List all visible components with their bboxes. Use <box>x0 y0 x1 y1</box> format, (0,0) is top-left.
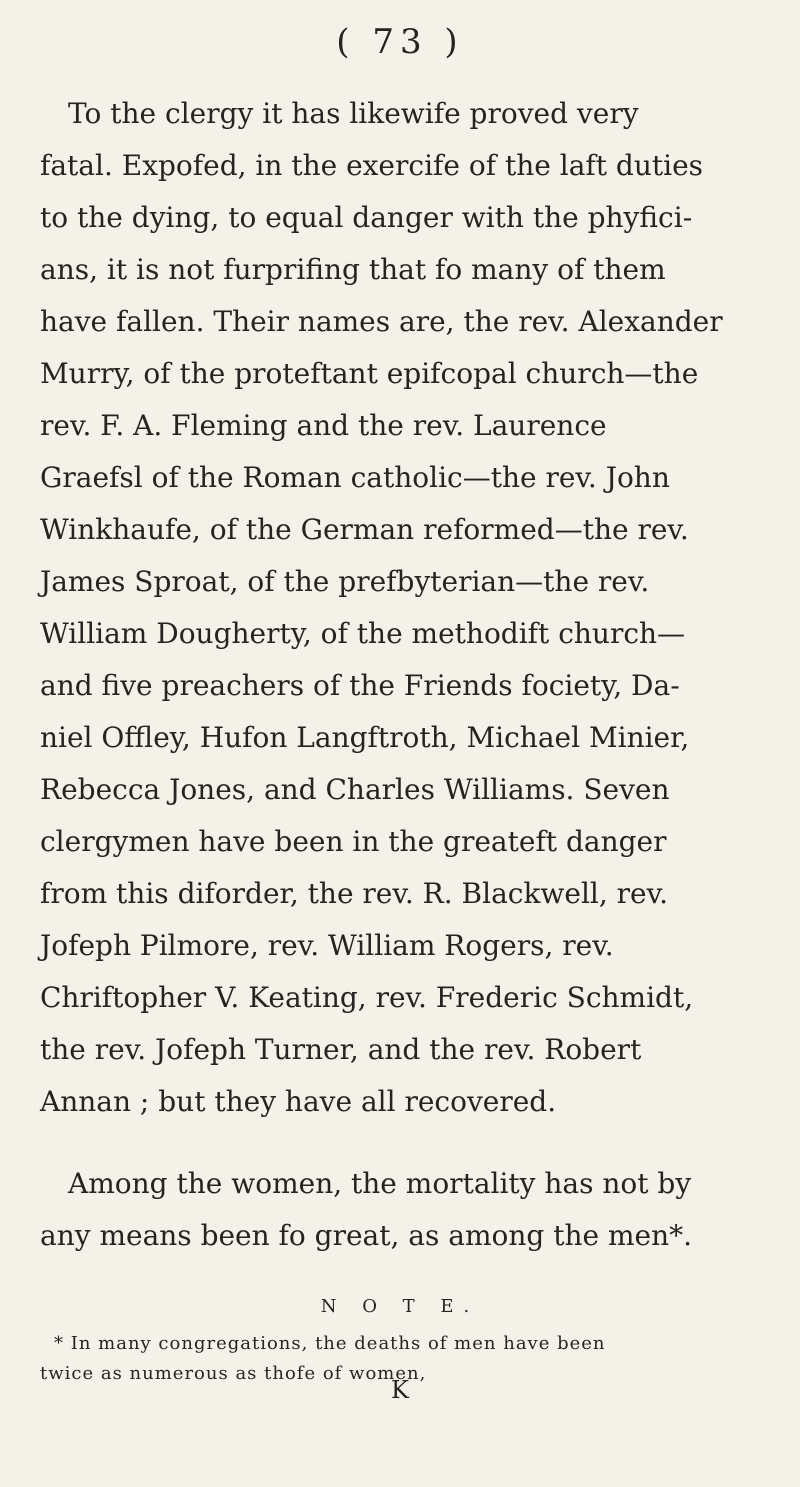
text-line: to the dying, to equal danger with the phyfici- <box>40 201 693 234</box>
text-line: Graefsl of the Roman catholic—the rev. John <box>40 461 670 494</box>
text-line: Jofeph Pilmore, rev. William Rogers, rev. <box>40 929 614 962</box>
text-line: have fallen. Their names are, the rev. Alexander <box>40 305 723 338</box>
text-line: niel Offley, Hufon Langftroth, Michael Minier, <box>40 721 690 754</box>
page-number: ( 73 ) <box>336 22 464 62</box>
footnote-line: twice as numerous as thofe of women, <box>40 1363 427 1384</box>
text-line: the rev. Jofeph Turner, and the rev. Robert <box>40 1033 642 1066</box>
text-line: any means been fo great, as among the men*. <box>40 1219 693 1252</box>
signature-mark: K <box>391 1376 409 1404</box>
footnote-line: * In many congregations, the deaths of men have been <box>54 1333 606 1354</box>
note-heading: N O T E. <box>320 1296 480 1317</box>
text-line: Among the women, the mortality has not by <box>68 1167 692 1200</box>
text-line: ans, it is not furprifing that fo many of them <box>40 253 666 286</box>
text-line: Murry, of the proteftant epifcopal church—the <box>40 357 699 390</box>
text-line: To the clergy it has likewife proved very <box>68 97 639 130</box>
text-line: rev. F. A. Fleming and the rev. Laurence <box>40 409 607 442</box>
text-line: Annan ; but they have all recovered. <box>40 1085 557 1118</box>
text-line: James Sproat, of the prefbyterian—the rev. <box>40 565 650 598</box>
text-line: Winkhaufe, of the German reformed—the rev. <box>40 513 689 546</box>
text-line: Chriftopher V. Keating, rev. Frederic Schmidt, <box>40 981 694 1014</box>
text-line: William Dougherty, of the methodift church— <box>40 617 686 650</box>
text-line: clergymen have been in the greateft danger <box>40 825 667 858</box>
text-line: and five preachers of the Friends fociety, Da- <box>40 669 680 702</box>
text-line: fatal. Expofed, in the exercife of the laft duties <box>40 149 704 182</box>
text-line: Rebecca Jones, and Charles Williams. Seven <box>40 773 670 806</box>
text-line: from this diforder, the rev. R. Blackwell, rev. <box>40 877 669 910</box>
